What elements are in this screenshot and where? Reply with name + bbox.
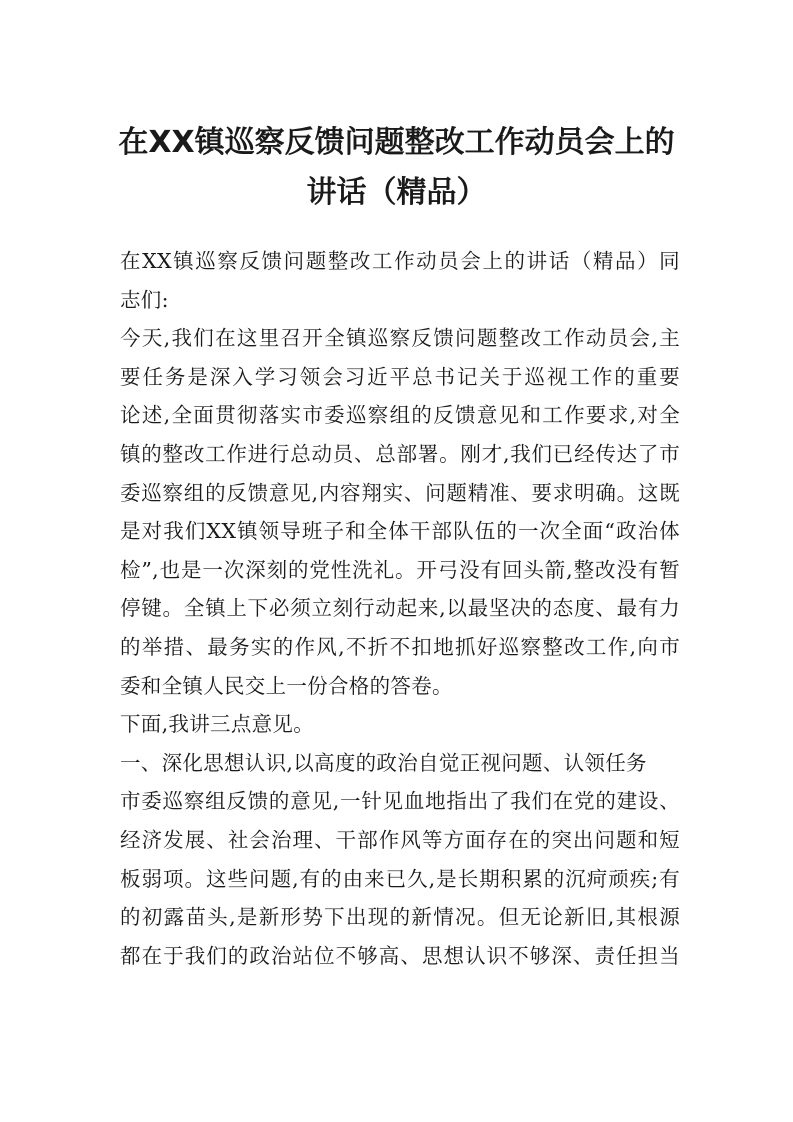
body-line: 要任务是深入学习领会习近平总书记关于巡视工作的重要 (120, 364, 680, 389)
body-line: 市委巡察组反馈的意见,一针见血地指出了我们在党的建设、 (120, 789, 680, 814)
body-line: 的举措、最务实的作风,不折不扣地抓好巡察整改工作,向市 (120, 634, 680, 659)
body-line: 停键。全镇上下必须立刻行动起来,以最坚决的态度、最有力 (120, 596, 680, 621)
body-line: 板弱项。这些问题,有的由来已久,是长期积累的沉疴顽疾;有 (120, 866, 680, 891)
body-line: 志们: (120, 287, 169, 312)
document-title-line-1: 在XX镇巡察反馈问题整改工作动员会上的 (118, 125, 675, 160)
body-line: 检”,也是一次深刻的党性洗礼。开弓没有回头箭,整改没有暂 (120, 557, 680, 582)
body-line: 经济发展、社会治理、干部作风等方面存在的突出问题和短 (120, 827, 680, 852)
body-line: 委和全镇人民交上一份合格的答卷。 (120, 673, 453, 698)
body-line: 是对我们XX镇领导班子和全体干部队伍的一次全面“政治体 (120, 519, 680, 544)
body-line: 下面,我讲三点意见。 (120, 712, 315, 737)
document-title-line-2: 讲话（精品） (306, 175, 487, 210)
body-line: 委巡察组的反馈意见,内容翔实、问题精准、要求明确。这既 (120, 480, 680, 505)
body-line: 镇的整改工作进行总动员、总部署。刚才,我们已经传达了市 (120, 441, 680, 466)
body-line: 都在于我们的政治站位不够高、思想认识不够深、责任担当 (120, 943, 680, 968)
body-line: 论述,全面贯彻落实市委巡察组的反馈意见和工作要求,对全 (120, 403, 680, 428)
body-line: 今天,我们在这里召开全镇巡察反馈问题整改工作动员会,主 (120, 326, 680, 351)
section-heading: 一、深化思想认识,以高度的政治自觉正视问题、认领任务 (120, 750, 647, 775)
body-line: 的初露苗头,是新形势下出现的新情况。但无论新旧,其根源 (120, 905, 680, 930)
body-line: 在XX镇巡察反馈问题整改工作动员会上的讲话（精品）同 (120, 249, 680, 273)
document-body (120, 242, 680, 975)
